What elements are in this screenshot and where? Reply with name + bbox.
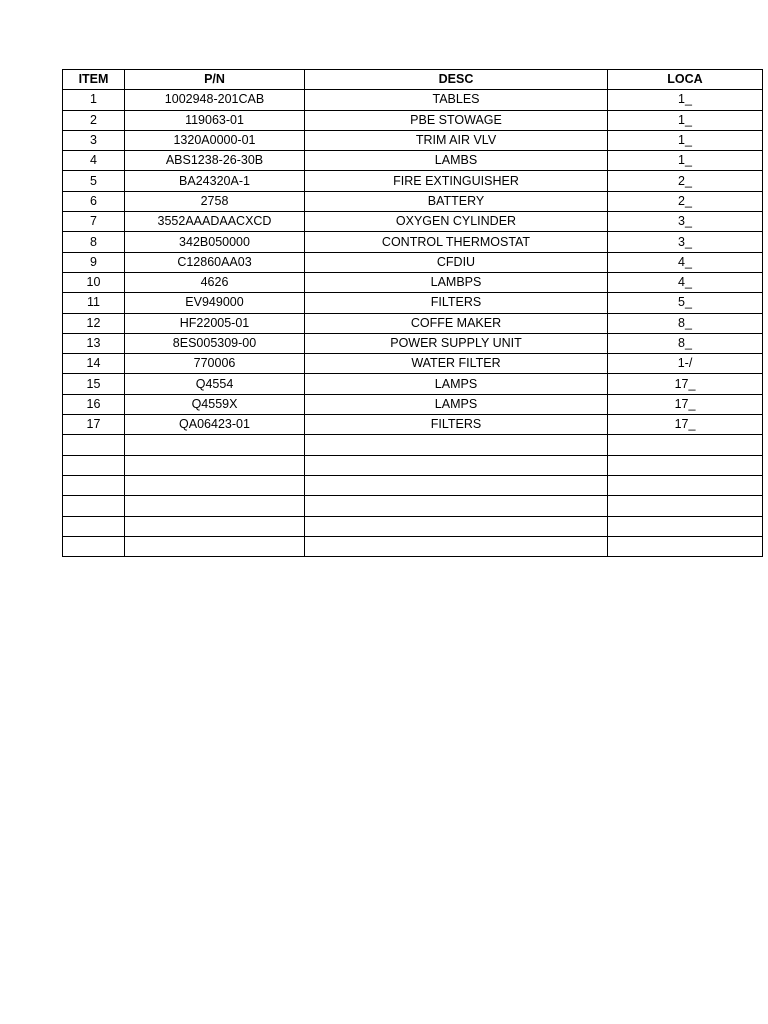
- cell-location: 1_: [608, 90, 763, 110]
- cell-desc: TABLES: [305, 90, 608, 110]
- cell-desc: CONTROL THERMOSTAT: [305, 232, 608, 252]
- table-row: [63, 475, 763, 495]
- cell-desc: LAMBPS: [305, 272, 608, 292]
- cell-location: 3_: [608, 232, 763, 252]
- cell-pn: EV949000: [125, 293, 305, 313]
- table-row: [63, 333, 763, 353]
- cell-pn: QA06423-01: [125, 415, 305, 435]
- cell-pn: [125, 536, 305, 556]
- cell-pn: [125, 455, 305, 475]
- cell-item: 17: [63, 415, 125, 435]
- table-row: [63, 130, 763, 150]
- table-row: [63, 516, 763, 536]
- cell-item: 12: [63, 313, 125, 333]
- cell-desc: [305, 455, 608, 475]
- table-row: [63, 293, 763, 313]
- cell-desc: LAMPS: [305, 394, 608, 414]
- cell-item: 16: [63, 394, 125, 414]
- cell-location: 8_: [608, 333, 763, 353]
- cell-item: 8: [63, 232, 125, 252]
- cell-item: 4: [63, 151, 125, 171]
- cell-item: 13: [63, 333, 125, 353]
- cell-desc: [305, 496, 608, 516]
- cell-pn: 1320A0000-01: [125, 130, 305, 150]
- table-row: [63, 435, 763, 455]
- table-row: [63, 171, 763, 191]
- cell-location: 2_: [608, 171, 763, 191]
- cell-location: 2_: [608, 191, 763, 211]
- header-item: ITEM: [63, 70, 125, 90]
- cell-desc: [305, 435, 608, 455]
- cell-desc: LAMBS: [305, 151, 608, 171]
- cell-item: [63, 516, 125, 536]
- cell-pn: C12860AA03: [125, 252, 305, 272]
- cell-pn: 119063-01: [125, 110, 305, 130]
- table-row: [63, 374, 763, 394]
- cell-desc: COFFE MAKER: [305, 313, 608, 333]
- cell-pn: Q4559X: [125, 394, 305, 414]
- cell-desc: FILTERS: [305, 415, 608, 435]
- table-row: [63, 394, 763, 414]
- cell-desc: CFDIU: [305, 252, 608, 272]
- cell-desc: WATER FILTER: [305, 354, 608, 374]
- cell-item: 3: [63, 130, 125, 150]
- cell-item: 10: [63, 272, 125, 292]
- cell-desc: LAMPS: [305, 374, 608, 394]
- cell-desc: [305, 475, 608, 495]
- cell-item: 11: [63, 293, 125, 313]
- cell-location: 1-/: [608, 354, 763, 374]
- cell-location: 1_: [608, 110, 763, 130]
- cell-item: 15: [63, 374, 125, 394]
- cell-location: [608, 496, 763, 516]
- header-location: LOCA: [608, 70, 763, 90]
- cell-location: 1_: [608, 130, 763, 150]
- cell-item: [63, 536, 125, 556]
- cell-pn: 2758: [125, 191, 305, 211]
- cell-pn: 1002948-201CAB: [125, 90, 305, 110]
- cell-location: 4_: [608, 252, 763, 272]
- table-row: [63, 212, 763, 232]
- table-row: [63, 151, 763, 171]
- table-row: [63, 191, 763, 211]
- cell-pn: 4626: [125, 272, 305, 292]
- cell-desc: FILTERS: [305, 293, 608, 313]
- cell-desc: PBE STOWAGE: [305, 110, 608, 130]
- table-row: [63, 536, 763, 556]
- cell-desc: FIRE EXTINGUISHER: [305, 171, 608, 191]
- cell-pn: [125, 516, 305, 536]
- cell-location: 1_: [608, 151, 763, 171]
- table-row: [63, 313, 763, 333]
- cell-pn: [125, 435, 305, 455]
- cell-location: [608, 455, 763, 475]
- cell-desc: [305, 536, 608, 556]
- cell-pn: 342B050000: [125, 232, 305, 252]
- table-row: [63, 232, 763, 252]
- cell-pn: 8ES005309-00: [125, 333, 305, 353]
- parts-table: [62, 69, 763, 557]
- header-pn: P/N: [125, 70, 305, 90]
- spreadsheet-area: [62, 69, 703, 559]
- header-desc: DESC: [305, 70, 608, 90]
- cell-location: [608, 435, 763, 455]
- table-row: [63, 252, 763, 272]
- cell-pn: 770006: [125, 354, 305, 374]
- cell-location: 8_: [608, 313, 763, 333]
- cell-location: [608, 536, 763, 556]
- cell-item: 14: [63, 354, 125, 374]
- cell-pn: 3552AAADAACXCD: [125, 212, 305, 232]
- cell-location: 17_: [608, 415, 763, 435]
- table-row: [63, 110, 763, 130]
- cell-desc: TRIM AIR VLV: [305, 130, 608, 150]
- cell-location: 3_: [608, 212, 763, 232]
- cell-location: 5_: [608, 293, 763, 313]
- cell-pn: HF22005-01: [125, 313, 305, 333]
- cell-location: [608, 475, 763, 495]
- cell-item: 7: [63, 212, 125, 232]
- cell-item: [63, 496, 125, 516]
- table-row: [63, 272, 763, 292]
- cell-pn: BA24320A-1: [125, 171, 305, 191]
- cell-item: 6: [63, 191, 125, 211]
- table-row: [63, 455, 763, 475]
- cell-item: 2: [63, 110, 125, 130]
- cell-location: 17_: [608, 394, 763, 414]
- cell-desc: BATTERY: [305, 191, 608, 211]
- cell-item: 9: [63, 252, 125, 272]
- cell-desc: [305, 516, 608, 536]
- cell-item: [63, 455, 125, 475]
- cell-pn: [125, 475, 305, 495]
- cell-location: [608, 516, 763, 536]
- table-row: [63, 415, 763, 435]
- cell-desc: OXYGEN CYLINDER: [305, 212, 608, 232]
- table-row: [63, 354, 763, 374]
- cell-pn: [125, 496, 305, 516]
- cell-location: 4_: [608, 272, 763, 292]
- table-row: [63, 496, 763, 516]
- header-row: [63, 70, 763, 90]
- cell-pn: ABS1238-26-30B: [125, 151, 305, 171]
- cell-desc: POWER SUPPLY UNIT: [305, 333, 608, 353]
- cell-location: 17_: [608, 374, 763, 394]
- table-row: [63, 90, 763, 110]
- cell-item: 5: [63, 171, 125, 191]
- cell-item: [63, 435, 125, 455]
- cell-item: 1: [63, 90, 125, 110]
- cell-item: [63, 475, 125, 495]
- cell-pn: Q4554: [125, 374, 305, 394]
